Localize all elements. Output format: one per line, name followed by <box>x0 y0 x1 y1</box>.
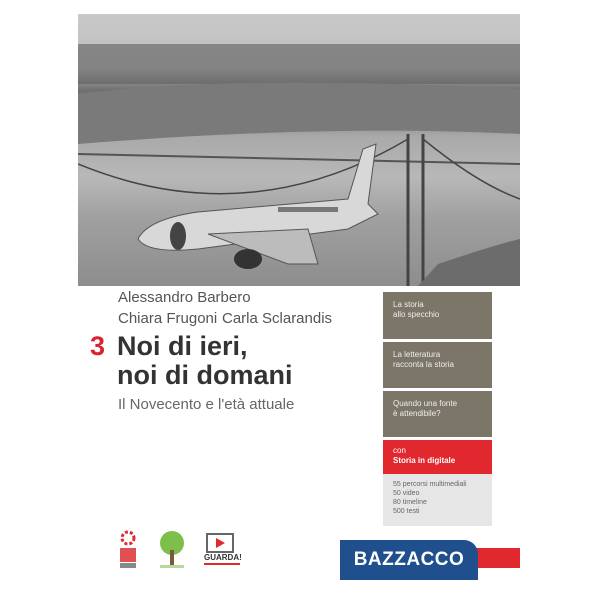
author-2: Chiara Frugoni <box>118 310 218 327</box>
title-line-1: Noi di ieri, <box>117 331 248 361</box>
digital-item: 80 timeline <box>393 499 427 506</box>
digital-item: 55 percorsi multimediali <box>393 481 467 488</box>
digital-prefix: con <box>393 446 406 455</box>
feature-box-2 <box>383 342 492 388</box>
digital-name: Storia in digitale <box>393 456 456 465</box>
airplane-photo-illustration <box>78 14 520 286</box>
digital-item: 50 video <box>393 490 420 497</box>
title-line-2: noi di domani <box>117 360 293 390</box>
box-text: La letteratura <box>393 350 441 359</box>
tree-icon <box>158 530 186 575</box>
guarda-logo <box>203 532 248 573</box>
digital-contents <box>383 474 492 526</box>
subtitle: Il Novecento e l'età attuale <box>118 396 295 413</box>
feature-box-1 <box>383 292 492 339</box>
digital-box <box>383 440 492 474</box>
box-text: Quando una fonte <box>393 399 458 408</box>
publisher-logo: BAZZACCO <box>340 540 478 580</box>
digital-item: 500 testi <box>393 508 420 515</box>
box-text: allo specchio <box>393 310 440 319</box>
box-text: è attendibile? <box>393 409 441 418</box>
box-text: racconta la storia <box>393 360 454 369</box>
feature-box-3 <box>383 391 492 437</box>
volume-number: 3 <box>90 331 106 361</box>
author-1: Alessandro Barbero <box>118 289 251 306</box>
agenda-2030-logo <box>118 530 138 575</box>
svg-text:GUARDA!: GUARDA! <box>204 553 242 562</box>
box-text: La storia <box>393 300 424 309</box>
author-3: Carla Sclarandis <box>222 310 333 327</box>
cover-photo <box>78 14 520 286</box>
book-title <box>117 332 293 390</box>
